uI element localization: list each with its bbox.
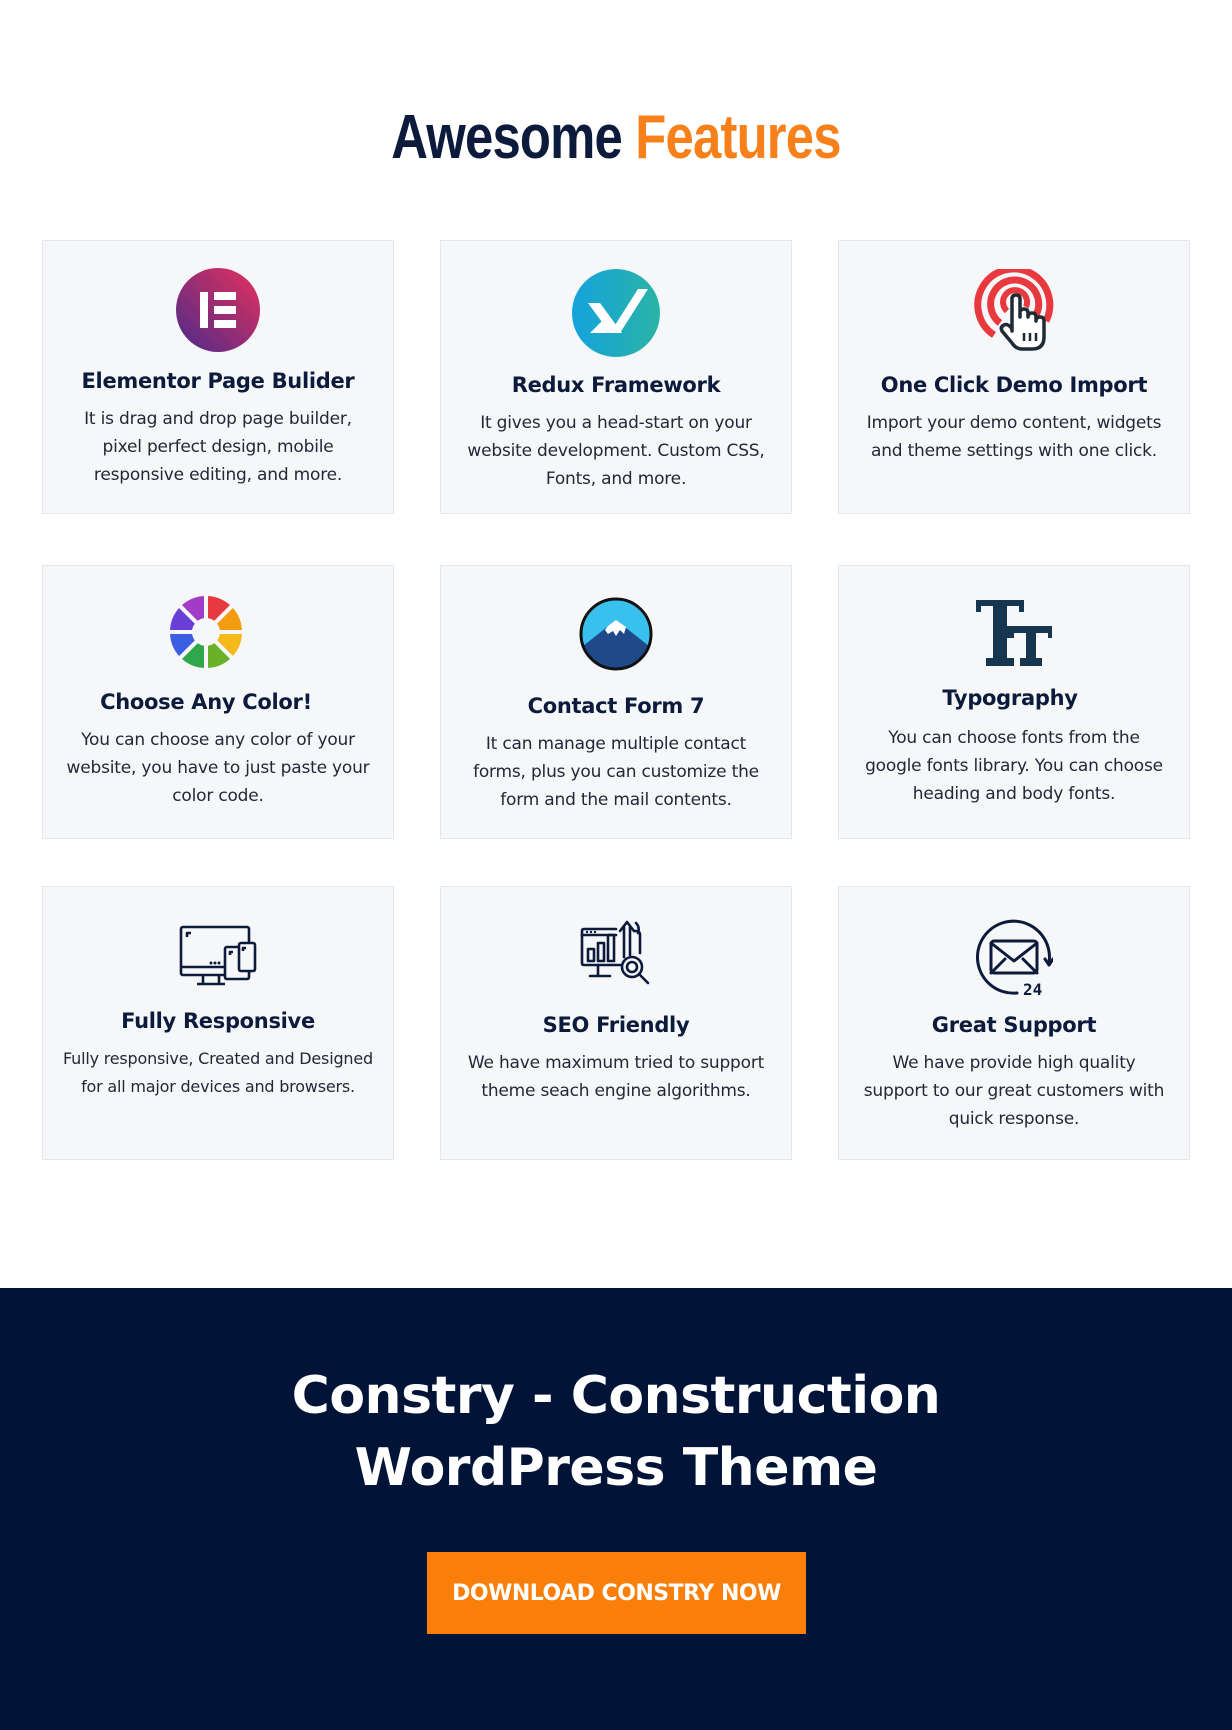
elementor-logo-icon bbox=[43, 268, 393, 352]
feature-card-redux bbox=[440, 240, 792, 514]
feature-card-color bbox=[42, 565, 394, 839]
feature-title: SEO Friendly bbox=[542, 1013, 690, 1037]
feature-title: One Click Demo Import bbox=[880, 373, 1148, 397]
typography-icon bbox=[839, 600, 1189, 666]
feature-title: Typography bbox=[942, 686, 1078, 710]
seo-chart-icon bbox=[441, 919, 791, 991]
section-title bbox=[111, 98, 1121, 178]
cta-title-line2: WordPress Theme bbox=[354, 1438, 878, 1498]
feature-description: Import your demo content, widgets and theme settings with one click. bbox=[866, 413, 1162, 461]
feature-title: Fully Responsive bbox=[121, 1009, 315, 1033]
mountain-logo-icon bbox=[441, 596, 791, 672]
title-awesome: Awesome bbox=[391, 103, 622, 172]
feature-card-responsive bbox=[42, 886, 394, 1160]
redux-logo-icon bbox=[441, 269, 791, 357]
feature-title: Contact Form 7 bbox=[527, 694, 705, 718]
feature-description: We have provide high quality support to our great customers with quick response. bbox=[863, 1053, 1165, 1129]
feature-card-contact-form bbox=[440, 565, 792, 839]
color-wheel-icon bbox=[31, 594, 381, 670]
feature-title: Great Support bbox=[931, 1013, 1097, 1037]
feature-description: You can choose any color of your website, you have to just paste your color code. bbox=[66, 730, 370, 806]
feature-description: We have maximum tried to support theme seach engine algorithms. bbox=[467, 1053, 765, 1101]
click-hand-icon bbox=[839, 269, 1189, 353]
devices-icon bbox=[43, 925, 393, 987]
feature-description: You can choose fonts from the google fonts library. You can choose heading and body fonts. bbox=[865, 728, 1163, 804]
feature-title: Elementor Page Bulider bbox=[81, 369, 355, 393]
feature-card-demo-import bbox=[838, 240, 1190, 514]
title-features: Features bbox=[635, 103, 841, 172]
feature-description: It is drag and drop page builder, pixel perfect design, mobile responsive editing, and more. bbox=[84, 409, 352, 485]
cta-title bbox=[0, 1360, 1232, 1504]
feature-card-elementor bbox=[42, 240, 394, 514]
feature-card-seo bbox=[440, 886, 792, 1160]
feature-title: Choose Any Color! bbox=[100, 690, 312, 714]
feature-card-typography bbox=[838, 565, 1190, 839]
cta-banner bbox=[0, 1288, 1232, 1730]
feature-description: It can manage multiple contact forms, plus you can customize the form and the mail contents. bbox=[473, 734, 759, 810]
feature-description: Fully responsive, Created and Designed for all major devices and browsers. bbox=[63, 1049, 373, 1096]
feature-card-support bbox=[838, 886, 1190, 1160]
cta-title-line1: Constry - Construction bbox=[291, 1366, 941, 1426]
support-mail-24-icon bbox=[839, 919, 1189, 997]
svg-text:24: 24 bbox=[1023, 980, 1043, 997]
feature-title: Redux Framework bbox=[511, 373, 721, 397]
feature-description: It gives you a head-start on your website development. Custom CSS, Fonts, and more. bbox=[467, 413, 765, 489]
download-button[interactable]: DOWNLOAD CONSTRY NOW bbox=[427, 1552, 806, 1634]
